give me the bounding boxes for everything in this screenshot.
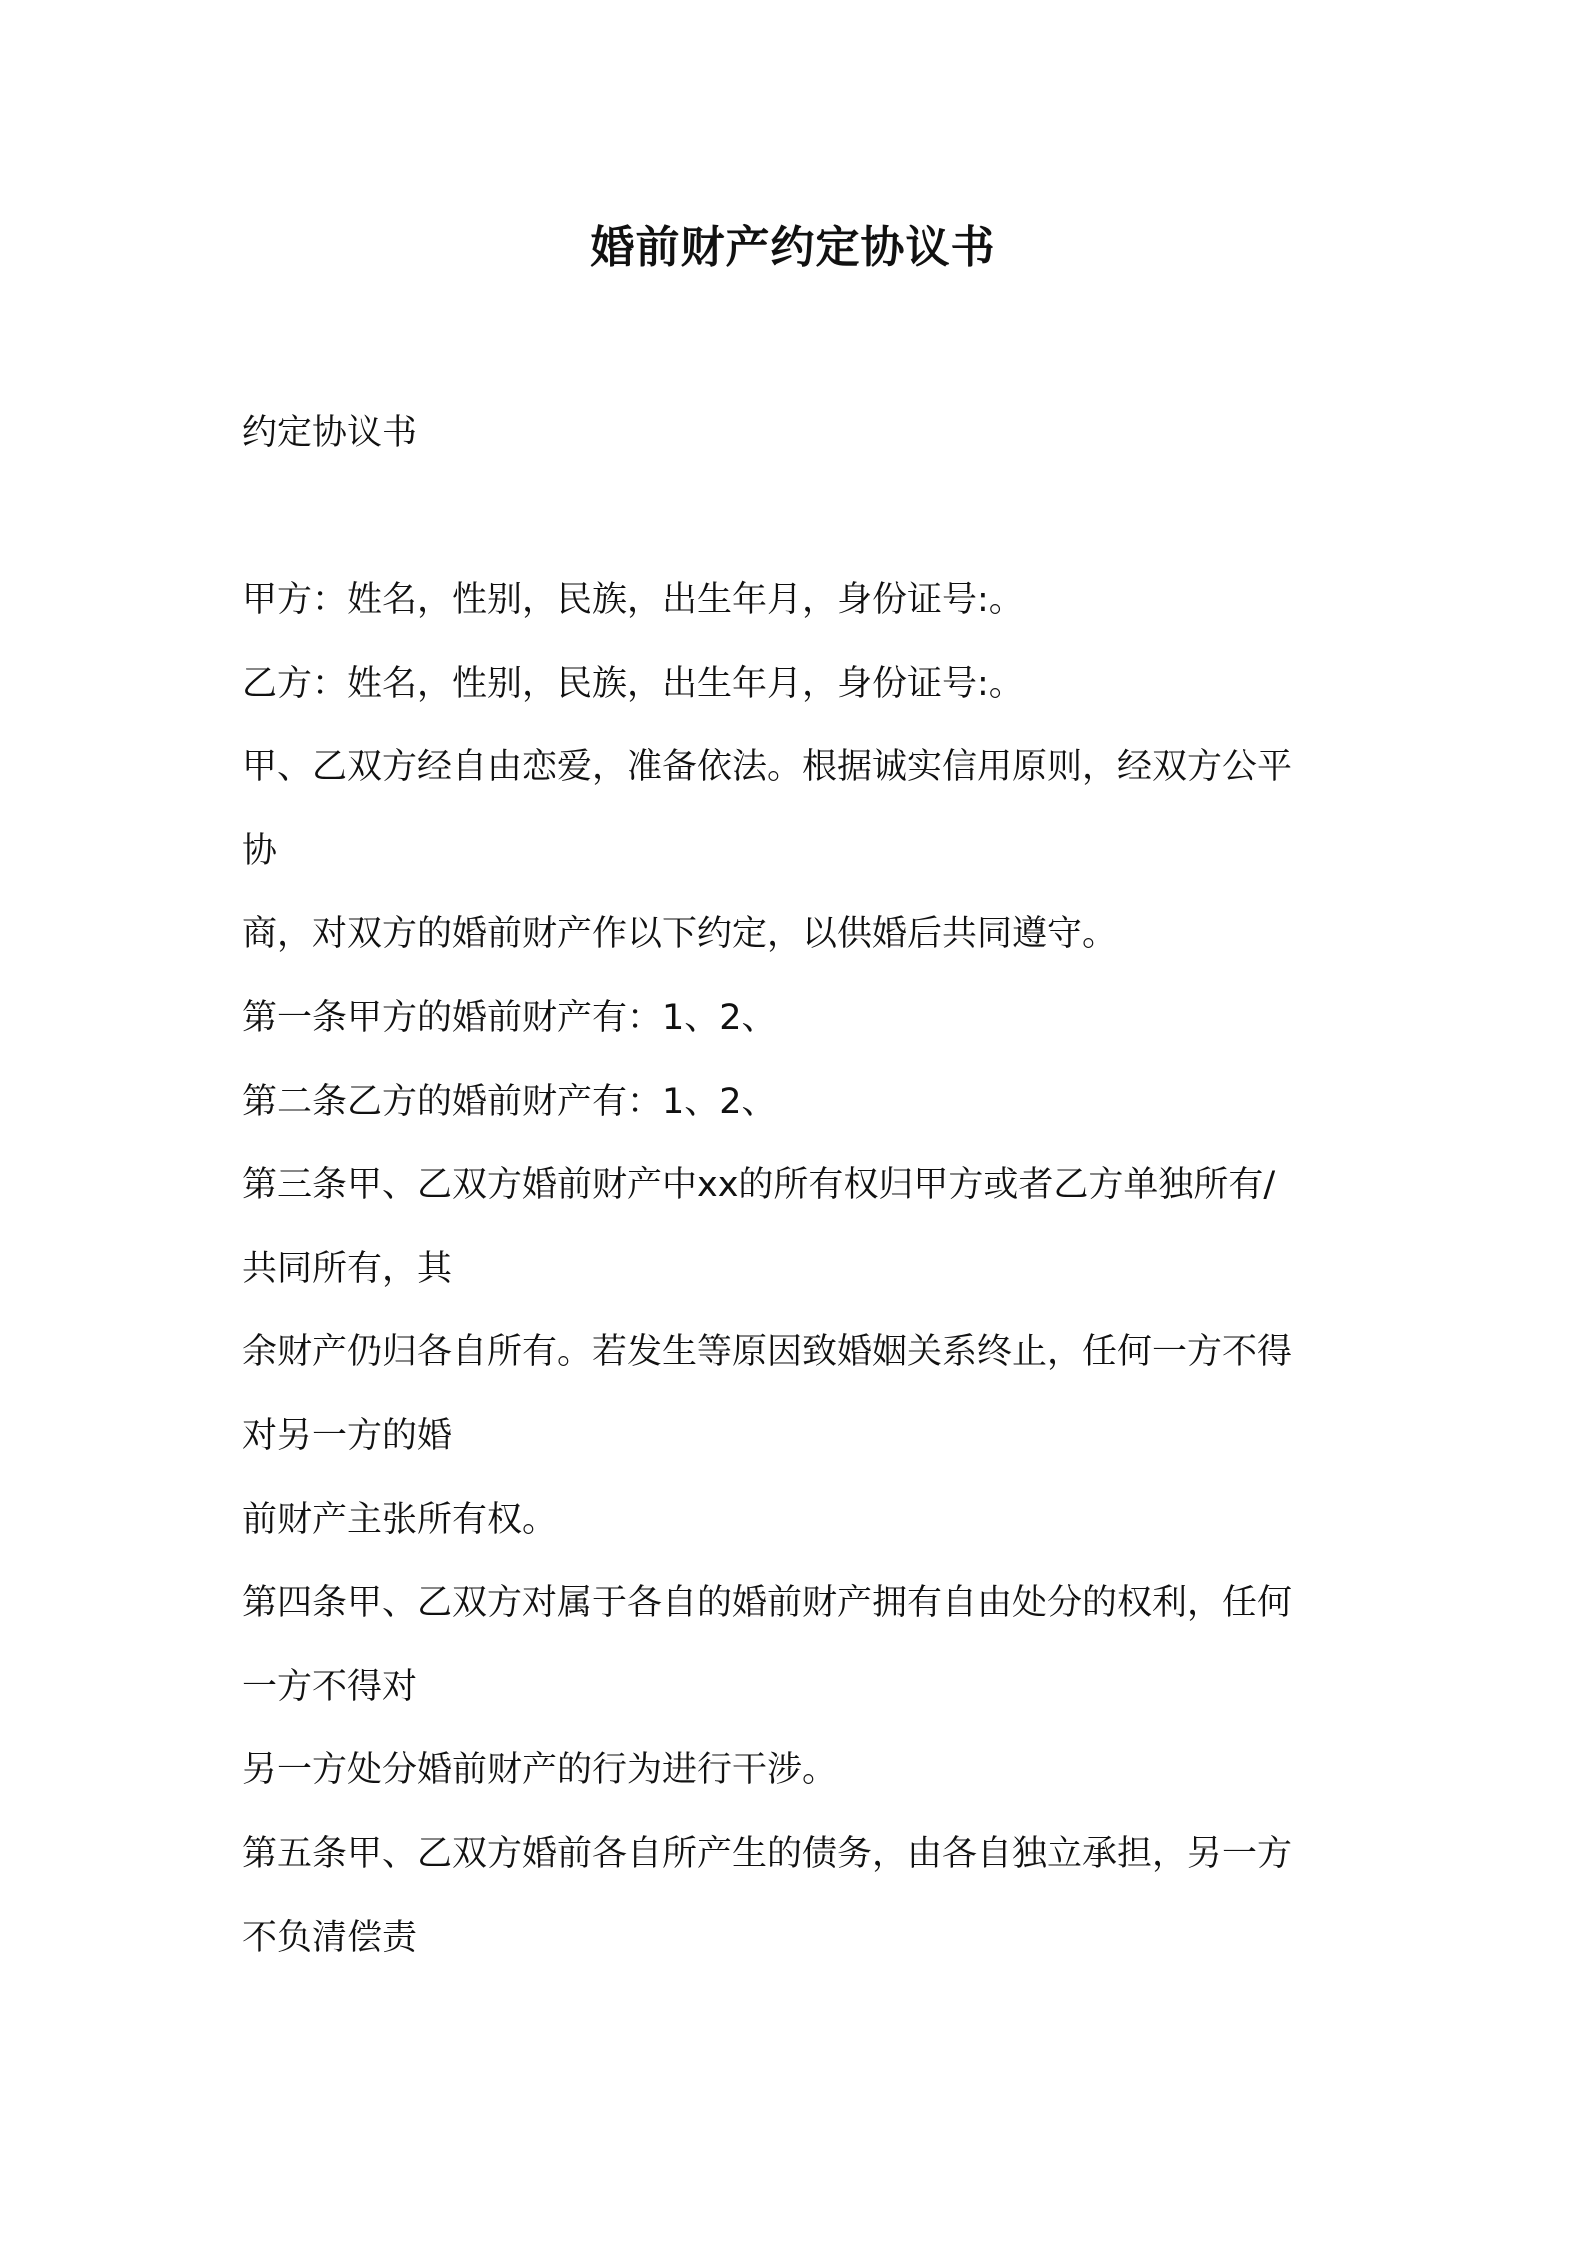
document-title: 婚前财产约定协议书	[590, 222, 996, 273]
text-line: 协	[242, 830, 278, 871]
text-line: 另一方处分婚前财产的行为进行干涉。	[242, 1750, 838, 1791]
text-line: 乙方：姓名，性别，民族，出生年月，身份证号:。	[242, 663, 1024, 704]
text-line: 一方不得对	[242, 1666, 418, 1707]
text-line: 对另一方的婚	[242, 1415, 453, 1456]
document-subtitle: 约定协议书	[242, 413, 418, 453]
text-line: 商，对双方的婚前财产作以下约定，以供婚后共同遵守。	[242, 914, 1118, 955]
text-line: 余财产仍归各自所有。若发生等原因致婚姻关系终止，任何一方不得	[242, 1332, 1293, 1373]
text-line: 第一条甲方的婚前财产有：1、2、	[242, 997, 777, 1038]
text-line: 第五条甲、乙双方婚前各自所产生的债务，由各自独立承担，另一方	[242, 1833, 1293, 1874]
text-line: 第四条甲、乙双方对属于各自的婚前财产拥有自由处分的权利，任何	[242, 1583, 1293, 1624]
text-line: 不负清偿责	[242, 1917, 418, 1958]
text-line: 甲、乙双方经自由恋爱，准备依法。根据诚实信用原则，经双方公平	[242, 747, 1293, 788]
text-line: 前财产主张所有权。	[242, 1499, 558, 1540]
text-line: 共同所有，其	[242, 1248, 453, 1289]
text-line: 第三条甲、乙双方婚前财产中xx的所有权归甲方或者乙方单独所有/	[242, 1165, 1276, 1206]
text-line: 第二条乙方的婚前财产有：1、2、	[242, 1081, 777, 1122]
document-body	[242, 575, 1362, 1996]
text-line: 甲方：姓名，性别，民族，出生年月，身份证号:。	[242, 580, 1024, 620]
